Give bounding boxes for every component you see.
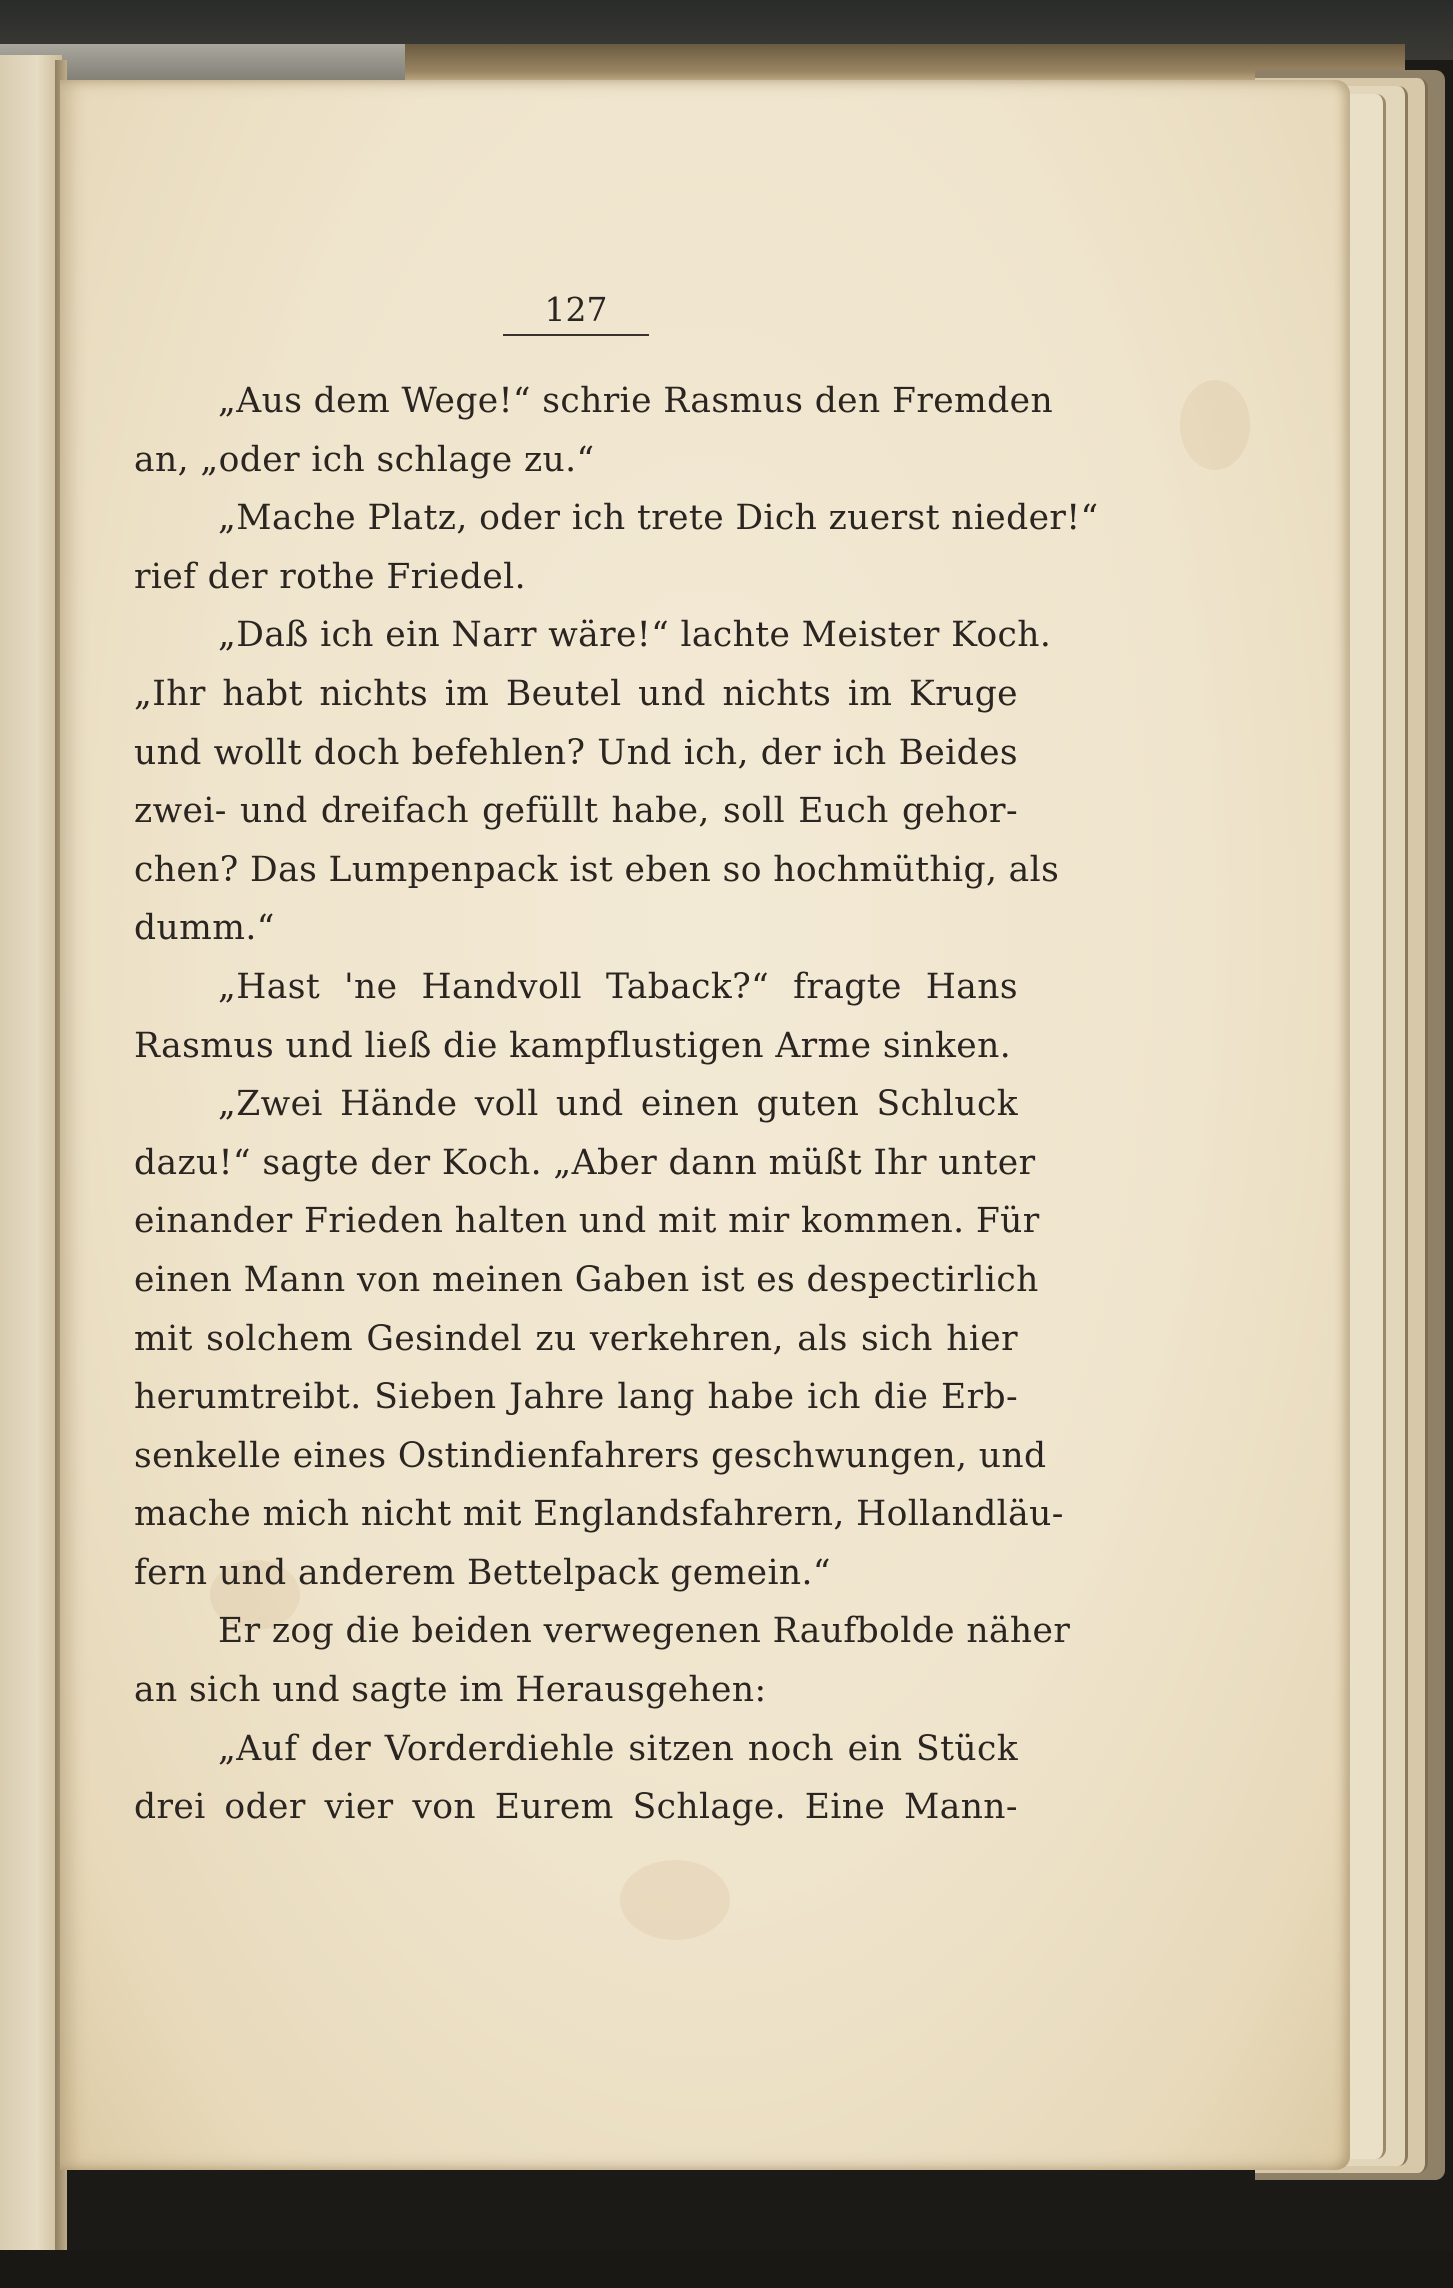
previous-page-edge	[0, 55, 62, 2250]
text-line: drei oder vier von Eurem Schlage. Eine Mann-	[134, 1787, 1018, 1828]
text-line: Er zog die beiden verwegenen Raufbolde näher	[218, 1611, 1071, 1652]
page-number-rule	[503, 334, 649, 336]
text-line: einen Mann von meinen Gaben ist es despectirlich	[134, 1259, 1039, 1300]
text-line: mache mich nicht mit Englandsfahrern, Hollandläu-	[134, 1494, 1064, 1535]
body-text	[134, 372, 1099, 1837]
text-line: „Aus dem Wege!“ schrie Rasmus den Fremden	[218, 381, 1054, 421]
text-line: „Zwei Hände voll und einen guten Schluck	[218, 1084, 1018, 1125]
text-line: zwei- und dreifach gefüllt habe, soll Euch gehor-	[134, 791, 1018, 832]
text-line: „Hast 'ne Handvoll Taback?“ fragte Hans	[218, 966, 1018, 1007]
page-number: 127	[544, 290, 608, 329]
text-line: und wollt doch befehlen? Und ich, der ich Beides	[134, 732, 1018, 773]
text-line: an, „oder ich schlage zu.“	[134, 439, 595, 480]
text-line: chen? Das Lumpenpack ist eben so hochmüthig, als	[134, 849, 1060, 890]
text-line: dazu!“ sagte der Koch. „Aber dann müßt Ihr unter	[134, 1142, 1036, 1183]
text-line: dumm.“	[134, 908, 275, 949]
text-line: einander Frieden halten und mit mir kommen. Für	[134, 1201, 1040, 1242]
text-line: fern und anderem Bettelpack gemein.“	[134, 1552, 831, 1593]
scanner-background	[0, 2250, 1453, 2288]
text-line: an sich und sagte im Herausgehen:	[134, 1670, 767, 1711]
text-line: „Mache Platz, oder ich trete Dich zuerst nieder!“	[218, 498, 1099, 539]
foxing-spot	[1180, 380, 1250, 470]
text-line: rief der rothe Friedel.	[134, 556, 526, 597]
text-line: Rasmus und ließ die kampflustigen Arme sinken.	[134, 1025, 1012, 1066]
foxing-spot	[620, 1860, 730, 1940]
text-line: „Daß ich ein Narr wäre!“ lachte Meister Koch.	[218, 615, 1052, 656]
text-line: „Auf der Vorderdiehle sitzen noch ein Stück	[218, 1728, 1018, 1769]
text-line: senkelle eines Ostindienfahrers geschwungen, und	[134, 1435, 1047, 1476]
text-line: herumtreibt. Sieben Jahre lang habe ich die Erb-	[134, 1377, 1018, 1418]
text-line: mit solchem Gesindel zu verkehren, als sich hier	[134, 1318, 1018, 1359]
text-line: „Ihr habt nichts im Beutel und nichts im Kruge	[134, 673, 1018, 714]
